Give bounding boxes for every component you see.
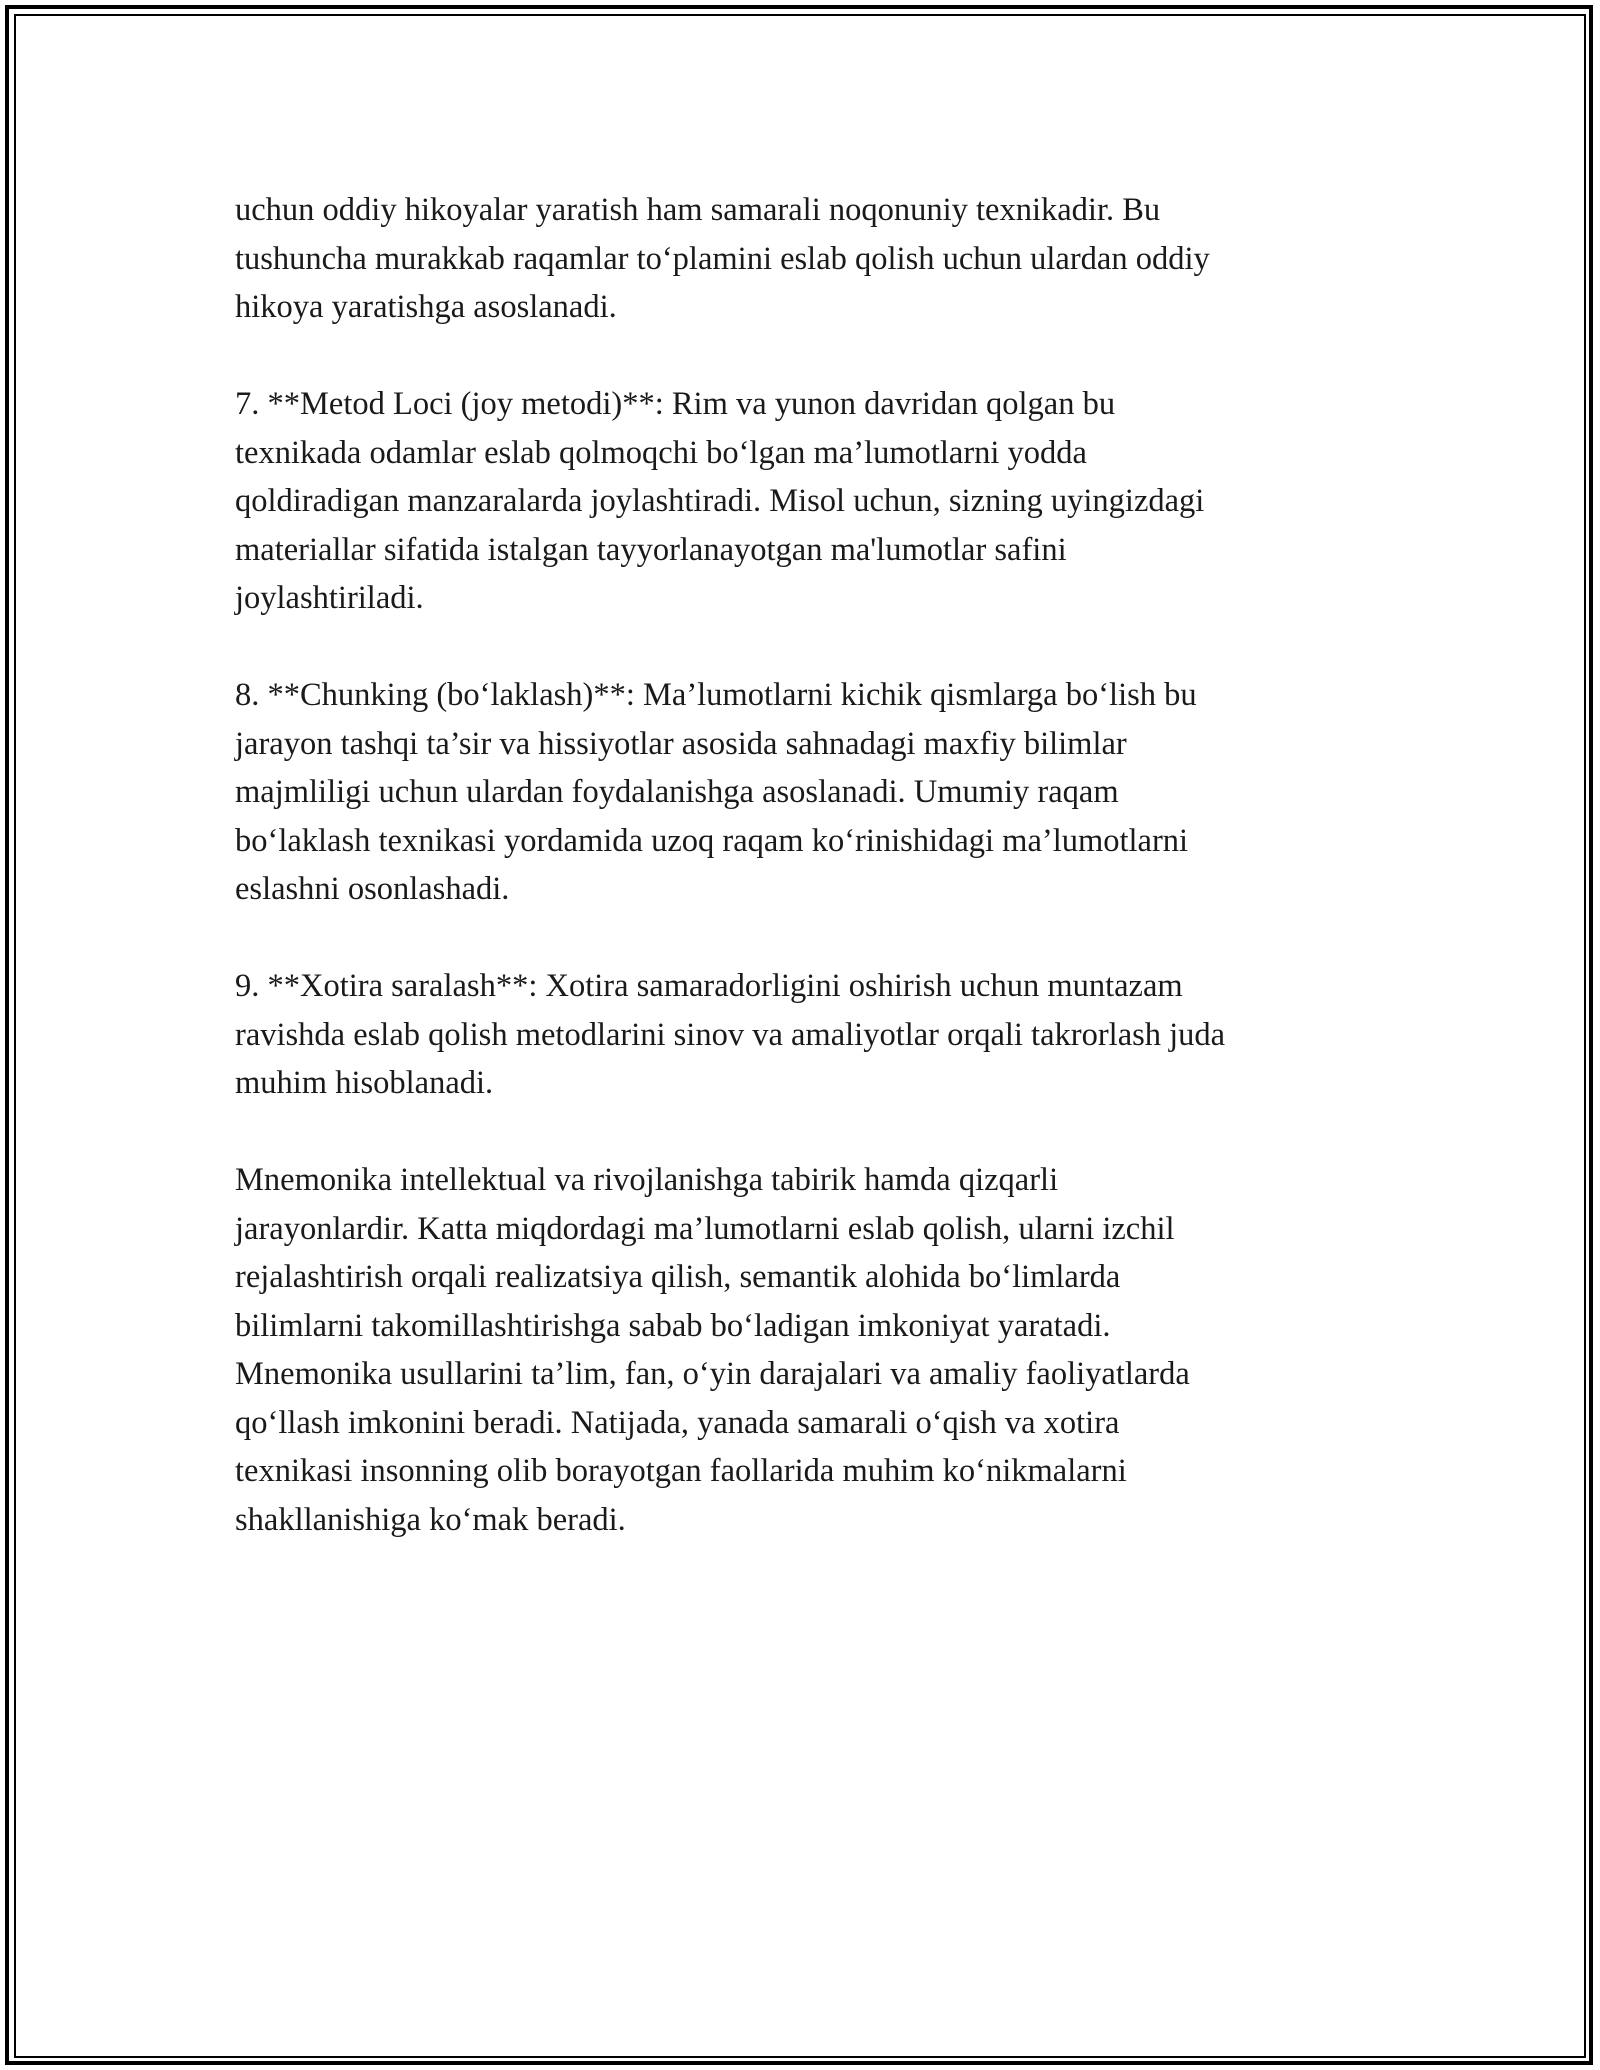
text-line: 8. **Chunking (bo‘laklash)**: Ma’lumotlarni kichik qismlarga bo‘lish bu [235, 677, 1197, 713]
text-line: jarayon tashqi ta’sir va hissiyotlar asosida sahnadagi maxfiy bilimlar [235, 725, 1127, 762]
document-body [235, 186, 1375, 1593]
text-line: tushuncha murakkab raqamlar to‘plamini eslab qolish uchun ulardan oddiy [235, 240, 1210, 277]
text-line: joylashtiriladi. [235, 580, 424, 616]
text-line: materiallar sifatida istalgan tayyorlanayotgan ma'lumotlar safini [235, 531, 1067, 568]
text-line: muhim hisoblanadi. [235, 1065, 494, 1101]
paragraph-chunking [235, 671, 1375, 914]
text-line: bilimlarni takomillashtirishga sabab bo‘ladigan imkoniyat yaratadi. [235, 1307, 1111, 1344]
text-line: 9. **Xotira saralash**: Xotira samaradorligini oshirish uchun muntazam [235, 968, 1183, 1004]
text-line: rejalashtirish orqali realizatsiya qilish, semantik alohida bo‘limlarda [235, 1259, 1121, 1295]
text-line: majmliligi uchun ulardan foydalanishga asoslanadi. Umumiy raqam [235, 774, 1119, 810]
text-line: Mnemonika intellektual va rivojlanishga tabirik hamda qizqarli [235, 1162, 1059, 1198]
text-line: qoldiradigan manzaralarda joylashtiradi. Misol uchun, sizning uyingizdagi [235, 483, 1205, 519]
text-line: jarayonlardir. Katta miqdordagi ma’lumotlarni eslab qolish, ularni izchil [235, 1210, 1175, 1247]
text-line: hikoya yaratishga asoslanadi. [235, 289, 617, 325]
paragraph-conclusion [235, 1156, 1375, 1544]
text-line: qo‘llash imkonini beradi. Natijada, yanada samarali o‘qish va xotira [235, 1404, 1120, 1441]
text-line: uchun oddiy hikoyalar yaratish ham samarali noqonuniy texnikadir. Bu [235, 192, 1161, 228]
text-line: texnikada odamlar eslab qolmoqchi bo‘lgan ma’lumotlarni yodda [235, 434, 1087, 471]
text-line: Mnemonika usullarini ta’lim, fan, o‘yin darajalari va amaliy faoliyatlarda [235, 1356, 1190, 1392]
text-line: bo‘laklash texnikasi yordamida uzoq raqam ko‘rinishidagi ma’lumotlarni [235, 822, 1189, 859]
text-line: texnikasi insonning olib borayotgan faollarida muhim ko‘nikmalarni [235, 1453, 1127, 1489]
text-line: 7. **Metod Loci (joy metodi)**: Rim va yunon davridan qolgan bu [235, 386, 1116, 422]
text-line: eslashni osonlashadi. [235, 871, 510, 907]
text-line: ravishda eslab qolish metodlarini sinov va amaliyotlar orqali takrorlash juda [235, 1016, 1226, 1053]
text-line: shakllanishiga ko‘mak beradi. [235, 1501, 626, 1538]
paragraph-story-method [235, 186, 1375, 332]
paragraph-memory-sorting [235, 962, 1375, 1108]
paragraph-method-loci [235, 380, 1375, 623]
